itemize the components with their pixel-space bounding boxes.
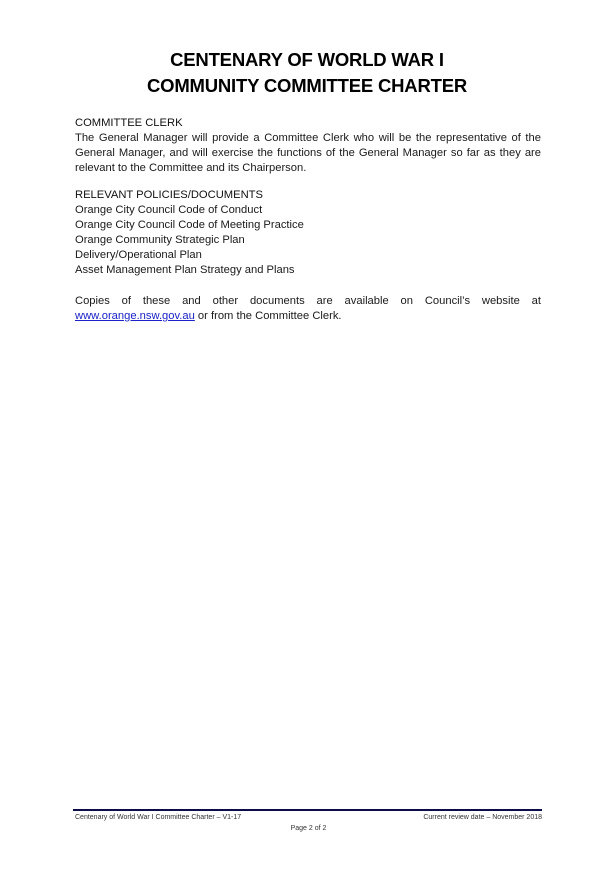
copies-line-2-text: or from the Committee Clerk. <box>194 310 342 322</box>
footer-document-name: Centenary of World War I Committee Charter – V1-17 <box>75 814 242 821</box>
title-line-2: COMMUNITY COMMITTEE CHARTER <box>146 75 468 96</box>
committee-clerk-section <box>75 116 541 176</box>
committee-clerk-line-3: relevant to the Committee and its Chairperson. <box>75 162 307 174</box>
copies-line-1: Copies of these and other documents are available on Council’s website at <box>75 295 541 307</box>
relevant-policies-heading: RELEVANT POLICIES/DOCUMENTS <box>75 189 263 201</box>
committee-clerk-line-1: The General Manager will provide a Committee Clerk who will be the representative of the <box>75 132 541 144</box>
policy-item: Orange Community Strategic Plan <box>75 234 245 246</box>
copies-paragraph <box>75 294 541 324</box>
copies-line-2 <box>75 309 541 324</box>
committee-clerk-line-2: General Manager, and will exercise the functions of the General Manager so far as they are <box>75 147 541 159</box>
policy-item: Orange City Council Code of Meeting Practice <box>75 219 304 231</box>
footer-page-number: Page 2 of 2 <box>290 825 327 832</box>
committee-clerk-heading: COMMITTEE CLERK <box>75 117 183 129</box>
footer-divider <box>73 809 542 811</box>
document-title <box>0 47 614 99</box>
title-line-1: CENTENARY OF WORLD WAR I <box>170 49 444 70</box>
page-footer <box>75 813 542 832</box>
council-website-link[interactable]: www.orange.nsw.gov.au <box>75 310 195 322</box>
policy-item: Orange City Council Code of Conduct <box>75 204 263 216</box>
policy-item: Delivery/Operational Plan <box>75 249 202 261</box>
footer-review-date: Current review date – November 2018 <box>423 814 542 821</box>
policy-item: Asset Management Plan Strategy and Plans <box>75 264 295 276</box>
relevant-policies-section <box>75 188 541 278</box>
